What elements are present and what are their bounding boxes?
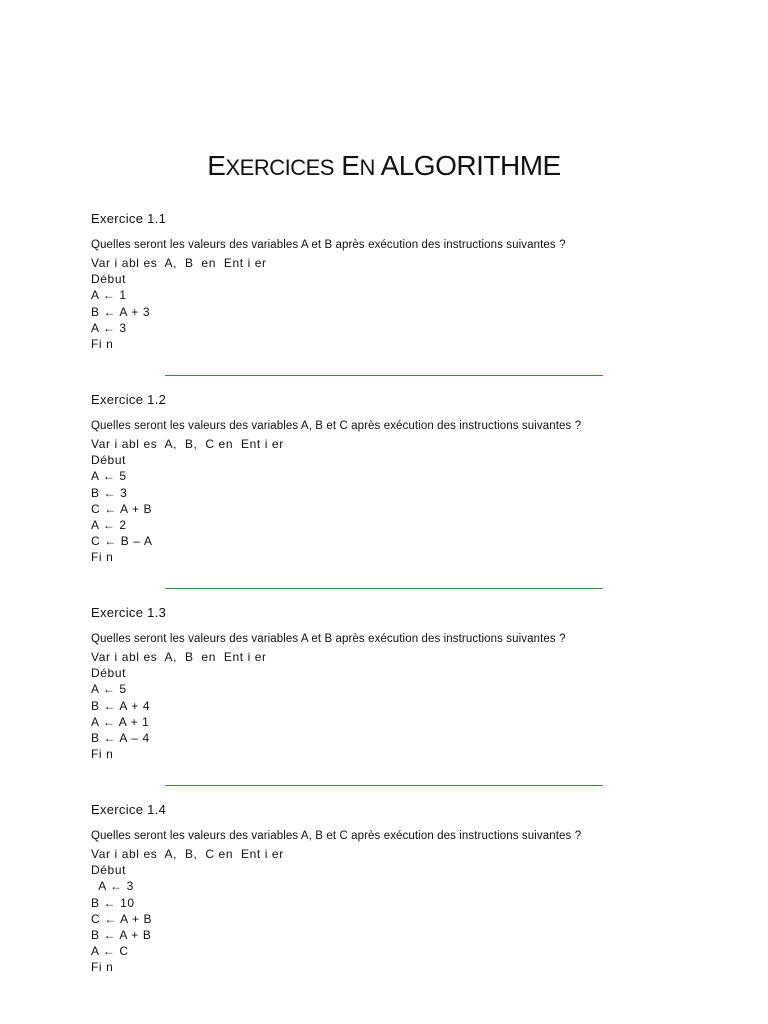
code-line: Début [91,453,127,468]
code-line: Début [91,863,127,878]
section-divider [165,375,603,376]
page-title: EXERCICES EN ALGORITHME [207,150,561,181]
code-line: A ← 1 [91,288,127,303]
exercise-1-3 [91,604,691,762]
algorithm-code [91,649,691,762]
code-line: B ← A – 4 [91,730,150,745]
code-line: Fi n [91,550,114,565]
section-divider [165,785,603,786]
code-line: Fi n [91,960,114,975]
algorithm-code [91,846,691,976]
code-line: Var i abl es A, B en Ent i er [91,256,267,270]
exercise-title: Exercice 1.3 [91,605,167,620]
exercise-1-2 [91,391,691,566]
code-line: A ← 5 [91,682,127,697]
code-line: B ← A + B [91,927,152,942]
code-line: B ← A + 3 [91,304,151,319]
exercise-title: Exercice 1.4 [91,802,167,817]
code-line: Var i abl es A, B, C en Ent i er [91,437,284,451]
exercise-question: Quelles seront les valeurs des variables A, B et C après exécution des instructions suivantes ? [91,420,582,432]
code-line: A ← 2 [91,517,127,532]
code-line: B ← 3 [91,485,128,500]
code-line: Var i abl es A, B en Ent i er [91,650,267,664]
code-line: Début [91,272,127,287]
exercise-question: Quelles seront les valeurs des variables A et B après exécution des instructions suivantes ? [91,633,566,645]
exercise-question: Quelles seront les valeurs des variables A et B après exécution des instructions suivantes ? [91,239,566,251]
algorithm-code [91,255,691,352]
code-line: Fi n [91,336,114,351]
code-line: C ← A + B [91,501,153,516]
code-line: Début [91,666,127,681]
code-line: C ← A + B [91,911,153,926]
section-divider [165,588,603,589]
exercise-1-1 [91,210,691,352]
exercise-title: Exercice 1.2 [91,392,167,407]
code-line: Fi n [91,747,114,762]
exercise-title: Exercice 1.1 [91,211,167,226]
code-line: Var i abl es A, B, C en Ent i er [91,847,284,861]
code-line: B ← 10 [91,895,135,910]
code-line: B ← A + 4 [91,698,151,713]
code-line: A ← 5 [91,469,127,484]
algorithm-code [91,436,691,566]
code-line: C ← B – A [91,534,153,549]
code-line: A ← 3 [91,879,134,894]
code-line: A ← C [91,944,129,959]
code-line: A ← A + 1 [91,714,150,729]
code-line: A ← 3 [91,320,127,335]
exercise-question: Quelles seront les valeurs des variables A, B et C après exécution des instructions suivantes ? [91,830,582,842]
exercise-1-4 [91,801,691,976]
